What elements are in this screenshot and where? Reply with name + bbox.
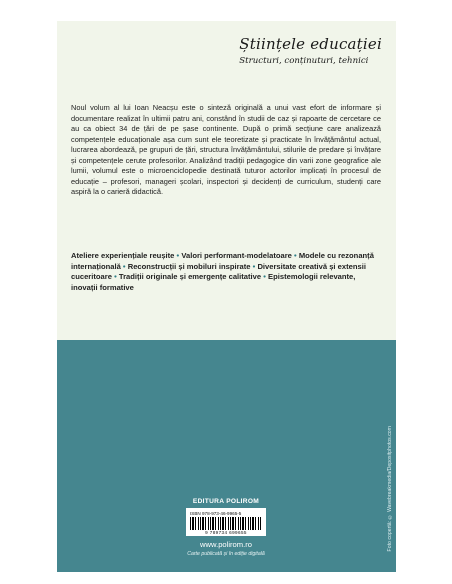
isbn-text: ISBN 978-973-46-9965-5 — [190, 511, 242, 516]
book-subtitle: Structuri, conținuturi, tehnici — [239, 56, 369, 66]
keyword-separator: • — [176, 251, 180, 260]
keywords-list — [71, 251, 381, 293]
keyword-separator: • — [263, 272, 266, 281]
keyword-item: Diversitate creativă și extensii cuceritoare — [71, 261, 366, 281]
book-description: Noul volum al lui Ioan Neacșu este o sinteză originală a unui vast efort de informare și documentare realizat în ultimii patru ani, constând în studii de caz și rapoarte de cercetare ce au ca obiect 34 de țări de pe șase continente. După o primă secțiune care analizează competențele educaționale așa cum sunt ele teoretizate și practicate în învățământul actual, lucrarea abordează, pe grupuri de țări, structura învățământului, stilurile de predare și învățare și competențele cerute profesorilor. Analizând tradiții pedagogice din varii zone geografice ale lumii, volumul este o microenciclopedie destinată tuturor actorilor implicați în procesul de educație – profesori, manageri școlari, inspectori și decidenți de curriculum, studenți care aspiră la o carieră didactică. — [71, 103, 381, 196]
barcode-bars — [190, 517, 262, 530]
publisher-name: EDITURA POLIROM — [192, 498, 260, 505]
digital-edition-note: Carte publicată și în ediție digitală — [187, 551, 265, 557]
keyword-item: Ateliere experiențiale reușite — [71, 251, 175, 260]
keyword-separator: • — [114, 272, 117, 281]
barcode — [186, 508, 266, 536]
keyword-item: Valori performant-modelatoare — [181, 251, 292, 260]
photo-credit: Foto copertă: © Wavebreakmedia/Depositphotos.com — [387, 426, 393, 552]
back-cover — [57, 21, 396, 572]
keyword-item: Epistemologii relevante, inovații formative — [71, 272, 356, 292]
keyword-item: Modele cu rezonanță internațională — [71, 251, 374, 271]
keyword-item: Tradiții originale și emergențe calitative — [118, 272, 262, 281]
title-block — [239, 35, 382, 66]
publisher-block — [162, 498, 290, 557]
publisher-url[interactable]: www.polirom.ro — [200, 540, 252, 549]
keyword-item: Reconstrucții și mobiluri inspirate — [127, 261, 251, 271]
keyword-separator: • — [294, 251, 297, 260]
book-title: Științele educației — [239, 35, 382, 53]
ean-number: 9 789734 699655 — [205, 530, 247, 535]
keyword-separator: • — [252, 261, 256, 271]
keyword-separator: • — [122, 261, 126, 271]
